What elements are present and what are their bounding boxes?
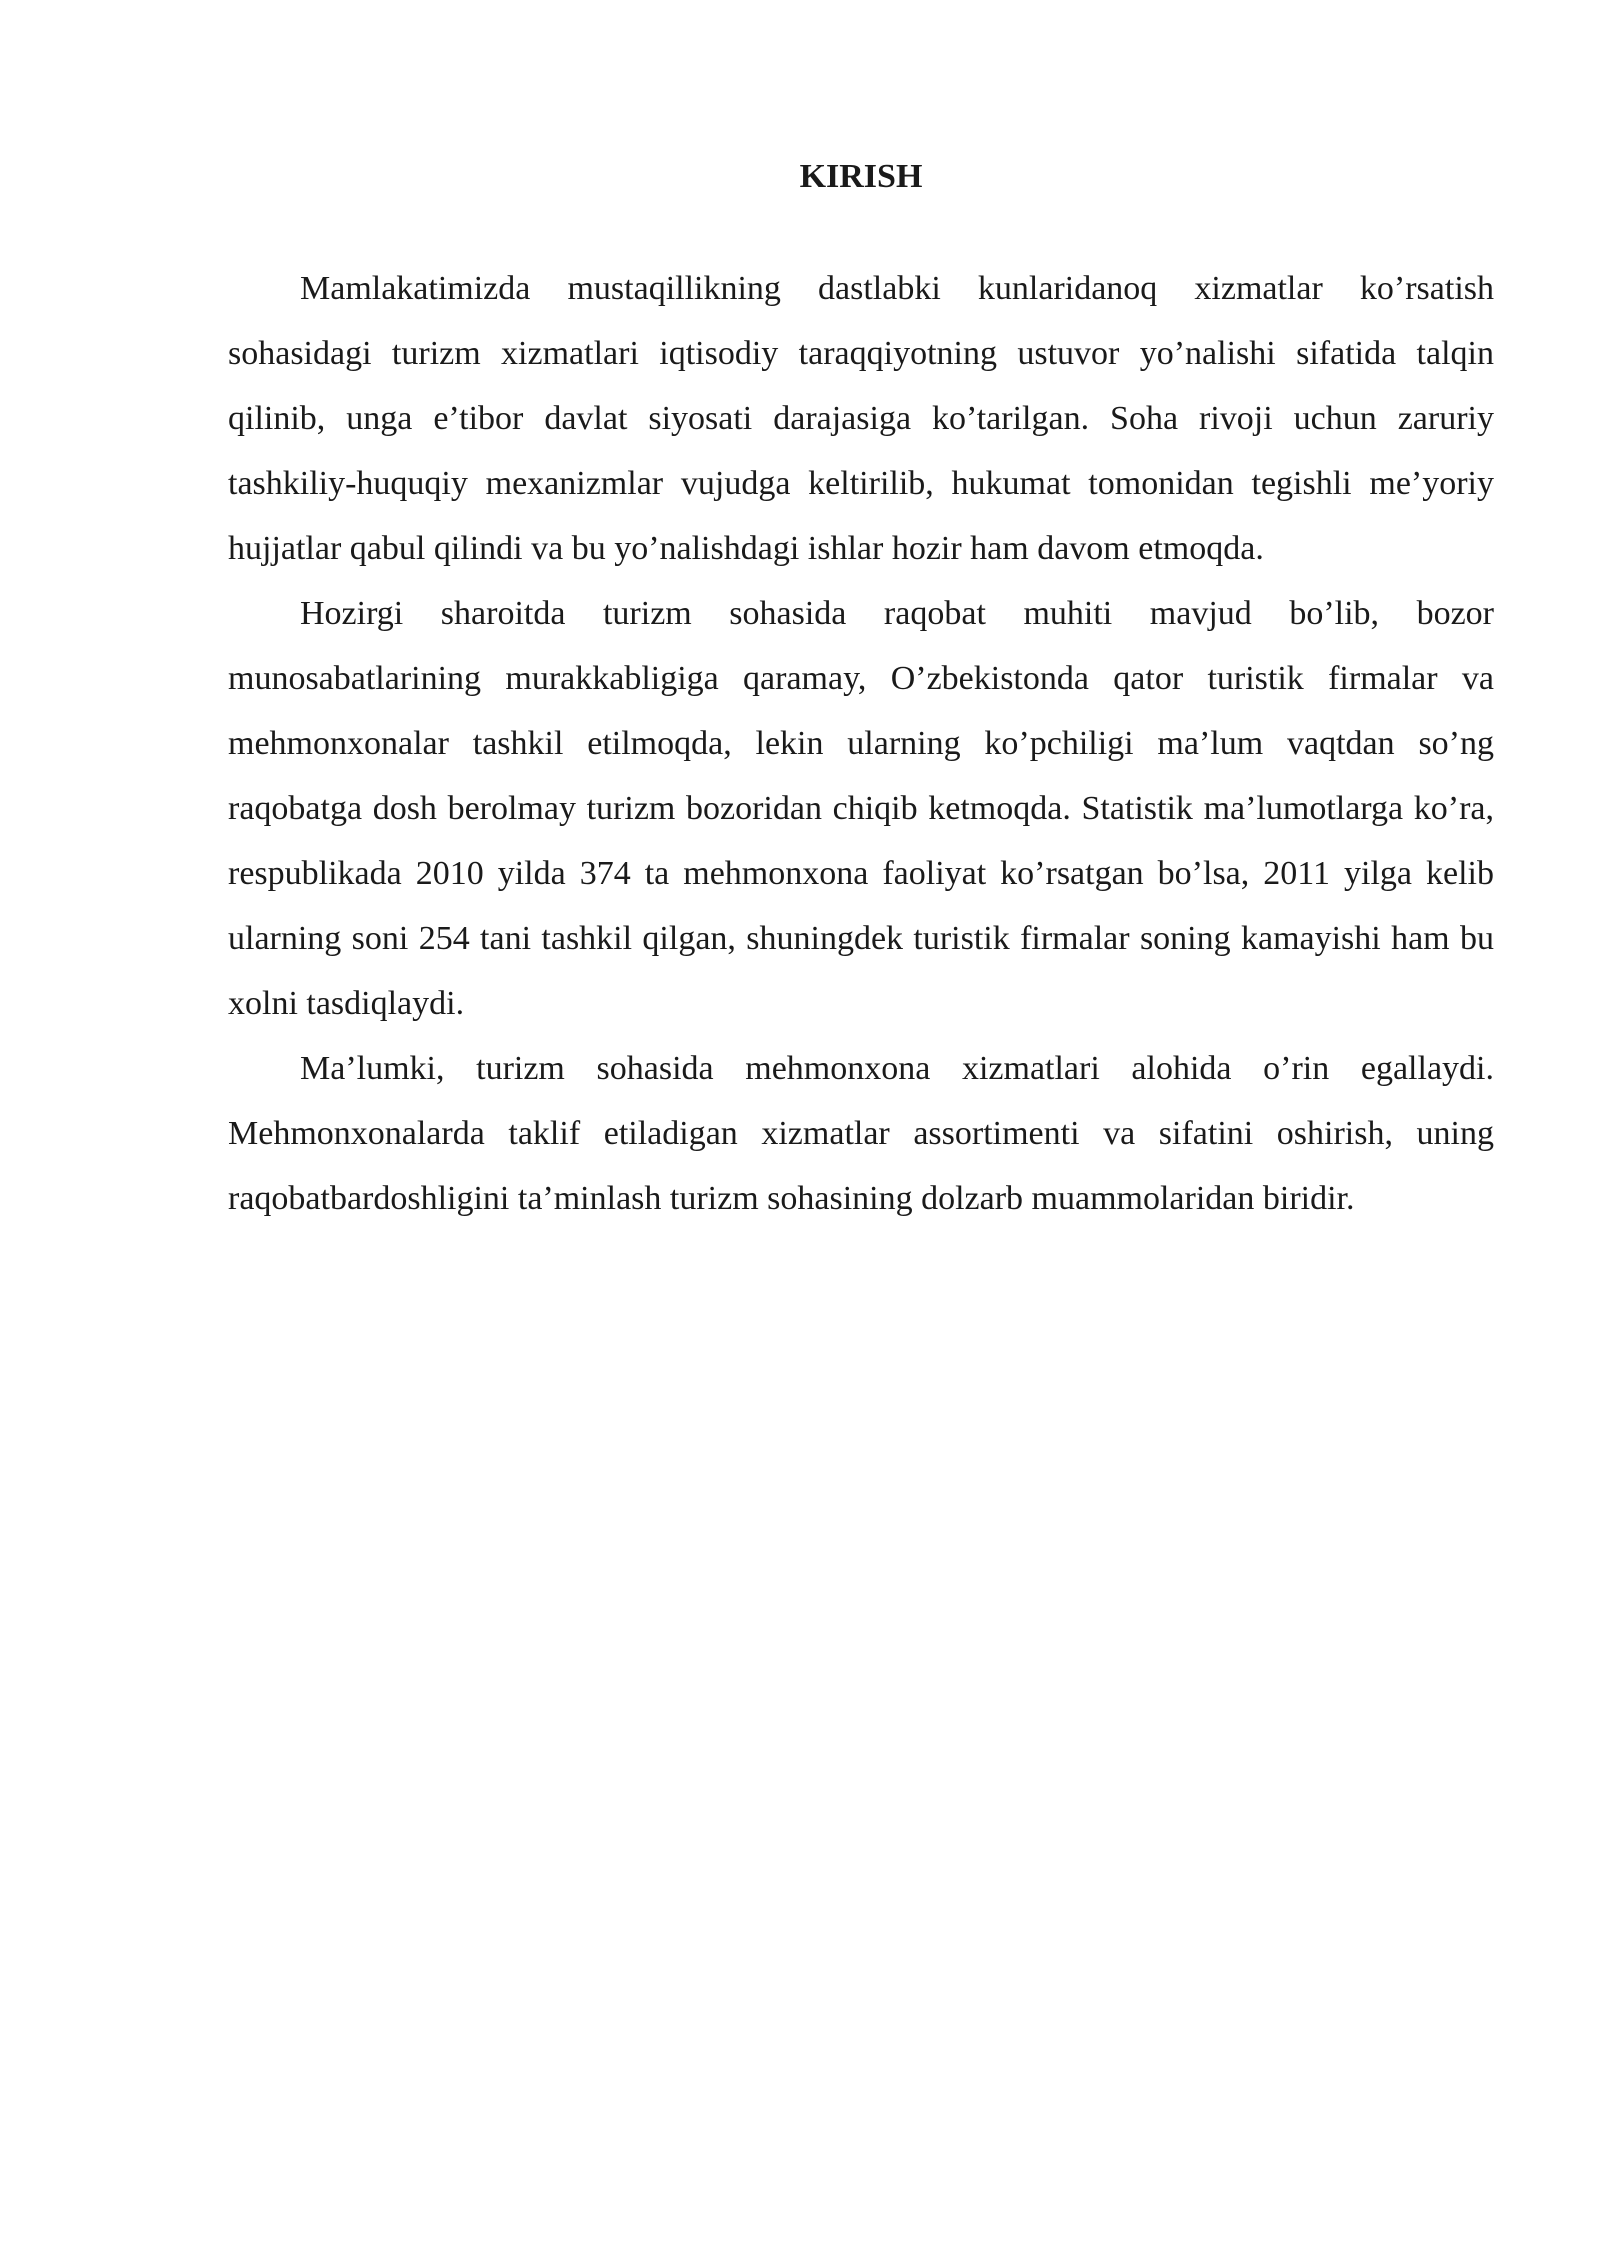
paragraph-2: Hozirgi sharoitda turizm sohasida raqobat muhiti mavjud bo’lib, bozor munosabatlarining murakkabligiga qaramay, O’zbekistonda qator turistik firmalar va mehmonxonalar tashkil etilmoqda, lekin ularning ko’pchiligi ma’lum vaqtdan so’ng raqobatga dosh berolmay turizm bozoridan chiqib ketmoqda. Statistik ma’lumotlarga ko’ra, respublikada 2010 yilda 374 ta mehmonxona faoliyat ko’rsatgan bo’lsa, 2011 yilga kelib ularning soni 254 tani tashkil qilgan, shuningdek turistik firmalar soning kamayishi ham bu xolni tasdiqlaydi.: [228, 595, 1494, 1022]
paragraph-1: Mamlakatimizda mustaqillikning dastlabki kunlaridanoq xizmatlar ko’rsatish sohasidagi turizm xizmatlari iqtisodiy taraqqiyotning ustuvor yo’nalishi sifatida talqin qilinib, unga e’tibor davlat siyosati darajasiga ko’tarilgan. Soha rivoji uchun zaruriy tashkiliy-huquqiy mexanizmlar vujudga keltirilib, hukumat tomonidan tegishli me’yoriy hujjatlar qabul qilindi va bu yo’nalishdagi ishlar hozir ham davom etmoqda.: [228, 270, 1494, 567]
document-body: [228, 150, 1494, 1231]
page-title: KIRISH: [799, 158, 923, 195]
paragraph-3: Ma’lumki, turizm sohasida mehmonxona xizmatlari alohida o’rin egallaydi. Mehmonxonalarda taklif etiladigan xizmatlar assortimenti va sifatini oshirish, uning raqobatbardoshligini ta’minlash turizm sohasining dolzarb muammolaridan biridir.: [228, 1050, 1494, 1217]
